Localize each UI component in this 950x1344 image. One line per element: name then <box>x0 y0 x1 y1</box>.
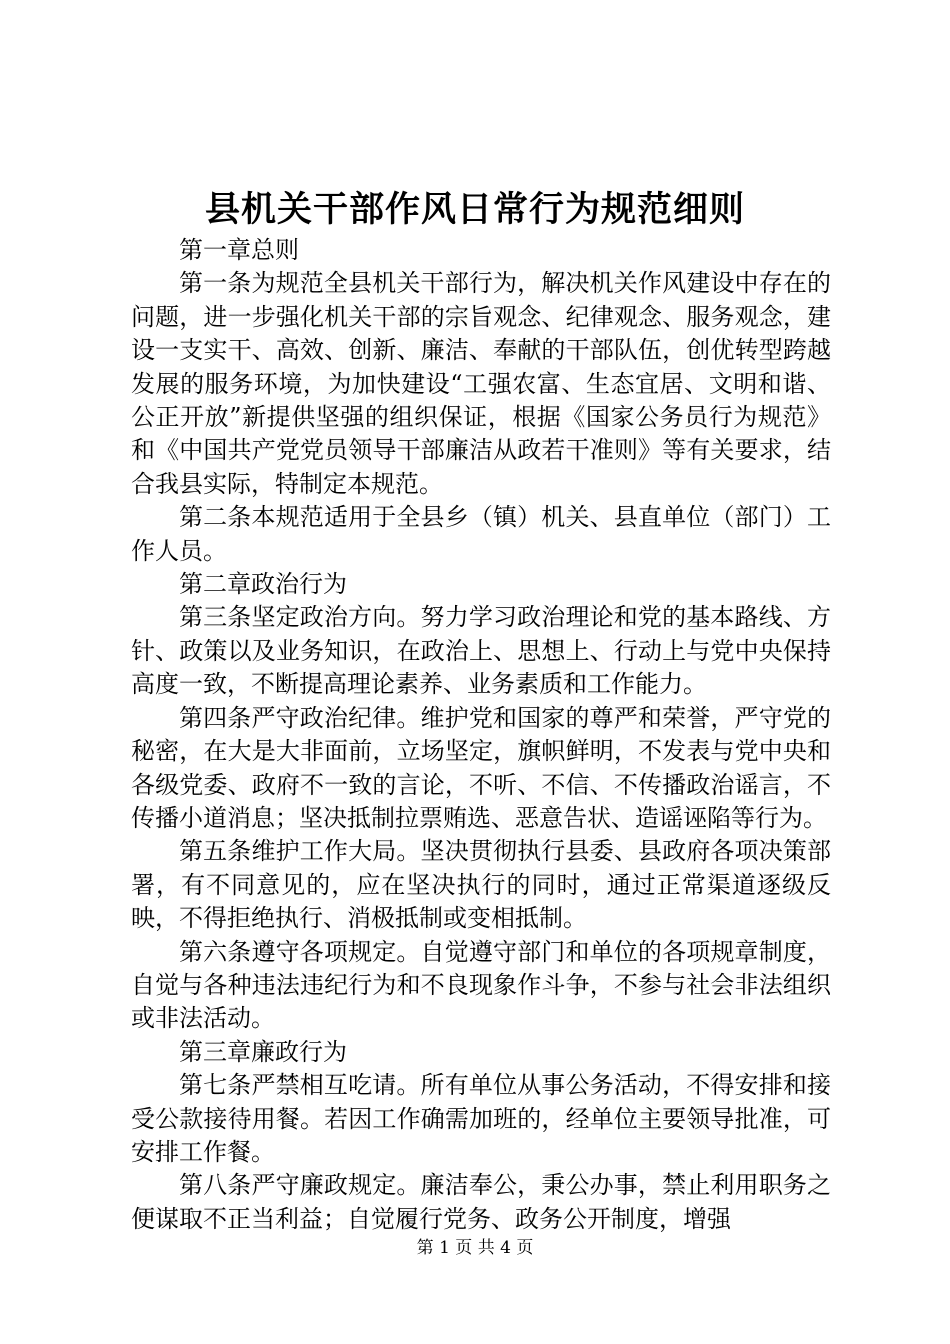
article-paragraph: 第三条坚定政治方向。努力学习政治理论和党的基本路线、方针、政策以及业务知识，在政治上、思想上、行动上与党中央保持高度一致，不断提高理论素养、业务素质和工作能力。 <box>131 603 831 699</box>
article-paragraph: 第五条维护工作大局。坚决贯彻执行县委、县政府各项决策部署，有不同意见的，应在坚决执行的同时，通过正常渠道逐级反映，不得拒绝执行、消极抵制或变相抵制。 <box>131 837 831 933</box>
article-paragraph: 第八条严守廉政规定。廉洁奉公，秉公办事，禁止利用职务之便谋取不正当利益；自觉履行党务、政务公开制度，增强 <box>131 1171 831 1233</box>
article-paragraph: 第二条本规范适用于全县乡（镇）机关、县直单位（部门）工作人员。 <box>131 503 831 565</box>
article-paragraph: 第四条严守政治纪律。维护党和国家的尊严和荣誉，严守党的秘密，在大是大非面前，立场坚定，旗帜鲜明，不发表与党中央和各级党委、政府不一致的言论，不听、不信、不传播政治谣言，不传播小道消息；坚决抵制拉票贿选、恶意告状、造谣诬陷等行为。 <box>131 703 831 832</box>
chapter-heading: 第二章政治行为 <box>179 570 347 599</box>
article-paragraph: 第六条遵守各项规定。自觉遵守部门和单位的各项规章制度，自觉与各种违法违纪行为和不良现象作斗争，不参与社会非法组织或非法活动。 <box>131 937 831 1033</box>
chapter-heading: 第三章廉政行为 <box>179 1037 347 1066</box>
page-number-footer: 第 1 页 共 4 页 <box>416 1238 534 1258</box>
article-paragraph: 第一条为规范全县机关干部行为，解决机关作风建设中存在的问题，进一步强化机关干部的宗旨观念、纪律观念、服务观念，建设一支实干、高效、创新、廉洁、奉献的干部队伍，创优转型跨越发展的服务环境，为加快建设“工强农富、生态宜居、文明和谐、公正开放”新提供坚强的组织保证，根据《国家公务员行为规范》和《中国共产党党员领导干部廉洁从政若干准则》等有关要求，结合我县实际，特制定本规范。 <box>131 269 831 498</box>
article-paragraph: 第七条严禁相互吃请。所有单位从事公务活动，不得安排和接受公款接待用餐。若因工作确需加班的，经单位主要领导批准，可安排工作餐。 <box>131 1071 831 1166</box>
chapter-heading: 第一章总则 <box>179 236 299 264</box>
document-body <box>131 234 831 1236</box>
document-title: 县机关干部作风日常行为规范细则 <box>204 189 745 230</box>
